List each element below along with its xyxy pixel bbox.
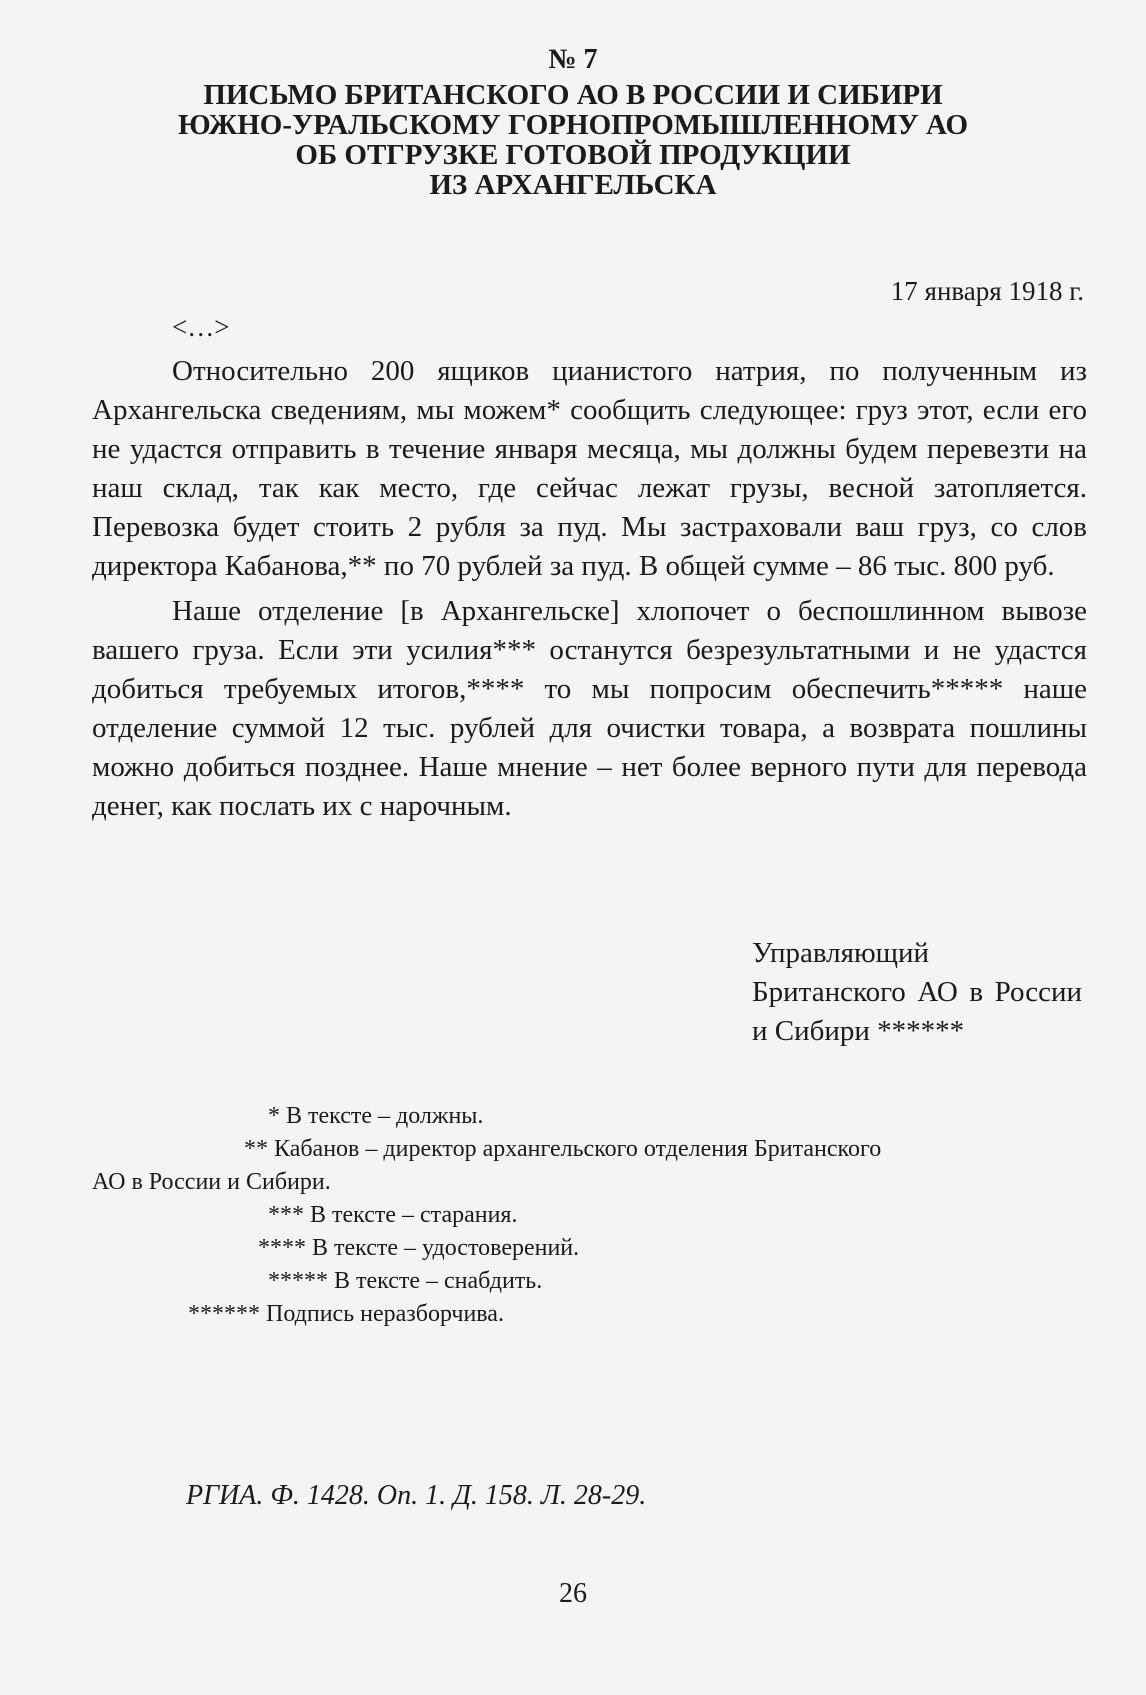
paragraph: Относительно 200 ящиков цианистого натрия, по полученным из Архангельска сведениям, мы можем* сообщить следующее: груз этот, если его не удастся отправить в течение января месяца, мы должны будем перевезти на наш склад, так как место, где сейчас лежат грузы, весной затопляется. Перевозка будет стоить 2 рубля за пуд. Мы застраховали ваш груз, со слов директора Кабанова,** по 70 рублей за пуд. В общей сумме – 86 тыс. 800 руб. [92, 355, 1087, 582]
footnote: **** В тексте – удостоверений. [258, 1235, 580, 1261]
title-line: ОБ ОТГРУЗКЕ ГОТОВОЙ ПРОДУКЦИИ [295, 139, 851, 171]
document-title [100, 80, 1046, 200]
title-line: ПИСЬМО БРИТАНСКОГО АО В РОССИИ И СИБИРИ [203, 79, 943, 111]
footnotes [92, 1100, 1087, 1331]
document-date: 17 января 1918 г. [890, 276, 1084, 306]
footnote: * В тексте – должны. [268, 1103, 484, 1129]
footnote: ****** Подпись неразборчива. [188, 1301, 504, 1327]
archive-source: РГИА. Ф. 1428. Оп. 1. Д. 158. Л. 28-29. [186, 1480, 647, 1511]
title-line: ЮЖНО-УРАЛЬСКОМУ ГОРНОПРОМЫШЛЕННОМУ АО [177, 109, 969, 141]
footnote: *** В тексте – старания. [268, 1202, 518, 1228]
title-line: ИЗ АРХАНГЕЛЬСКА [429, 169, 717, 201]
letter-body [92, 352, 1087, 832]
document-number: № 7 [548, 44, 598, 75]
footnote-continuation: АО в России и Сибири. [92, 1169, 331, 1195]
omission-mark: <…> [172, 312, 230, 342]
signature-block: Управляющий Британского АО в России и Сибири ****** [752, 937, 1082, 1047]
footnote: ***** В тексте – снабдить. [268, 1268, 543, 1294]
page-number: 26 [559, 1578, 587, 1609]
footnote: ** Кабанов – директор архангельского отделения Британского [244, 1136, 882, 1162]
paragraph: Наше отделение [в Архангельске] хлопочет о беспошлинном вывозе вашего груза. Если эти усилия*** останутся безрезультатными и не удастся добиться требуемых итогов,**** то мы попросим обеспечить***** наше отделение суммой 12 тыс. рублей для очистки товара, а возврата пошлины можно добиться позднее. Наше мнение – нет более верного пути для перевода денег, как послать их с нарочным. [92, 595, 1087, 822]
